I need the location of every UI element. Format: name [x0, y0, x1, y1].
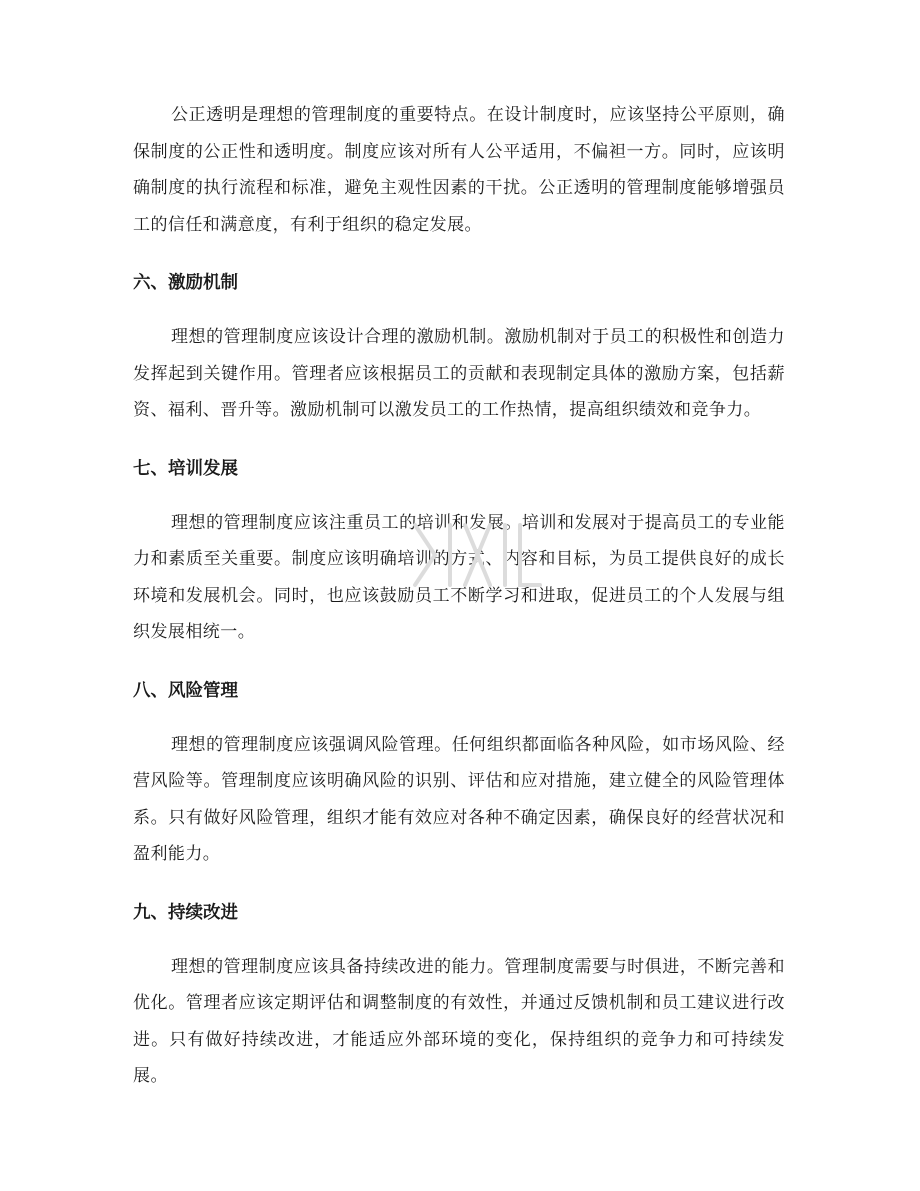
- section-heading-risk: 八、风险管理: [133, 680, 238, 701]
- section-paragraph-training: 理想的管理制度应该注重员工的培训和发展。培训和发展对于提高员工的专业能力和素质至关重要。制度应该明确培训的方式、内容和目标，为员工提供良好的成长环境和发展机会。同时，也应该鼓励员工不断学习和进取，促进员工的个人发展与组织发展相统一。: [133, 512, 785, 642]
- section-heading-training: 七、培训发展: [133, 458, 238, 479]
- section-paragraph-risk: 理想的管理制度应该强调风险管理。任何组织都面临各种风险，如市场风险、经营风险等。管理制度应该明确风险的识别、评估和应对措施，建立健全的风险管理体系。只有做好风险管理，组织才能有效应对各种不确定因素，确保良好的经营状况和盈利能力。: [133, 734, 785, 864]
- section-heading-incentive: 六、激励机制: [133, 273, 238, 293]
- document-page: [133, 97, 785, 1095]
- section-heading-improvement: 九、持续改进: [133, 902, 238, 923]
- section-paragraph-incentive: 理想的管理制度应该设计合理的激励机制。激励机制对于员工的积极性和创造力发挥起到关键作用。管理者应该根据员工的贡献和表现制定具体的激励方案，包括薪资、福利、晋升等。激励机制可以激发员工的工作热情，提高组织绩效和竞争力。: [133, 327, 785, 420]
- intro-paragraph: 公正透明是理想的管理制度的重要特点。在设计制度时，应该坚持公平原则，确保制度的公正性和透明度。制度应该对所有人公平适用，不偏袒一方。同时，应该明确制度的执行流程和标准，避免主观性因素的干扰。公正透明的管理制度能够增强员工的信任和满意度，有利于组织的稳定发展。: [133, 105, 785, 235]
- section-paragraph-improvement: 理想的管理制度应该具备持续改进的能力。管理制度需要与时俱进，不断完善和优化。管理者应该定期评估和调整制度的有效性，并通过反馈机制和员工建议进行改进。只有做好持续改进，才能适应外部环境的变化，保持组织的竞争力和可持续发展。: [133, 956, 785, 1086]
